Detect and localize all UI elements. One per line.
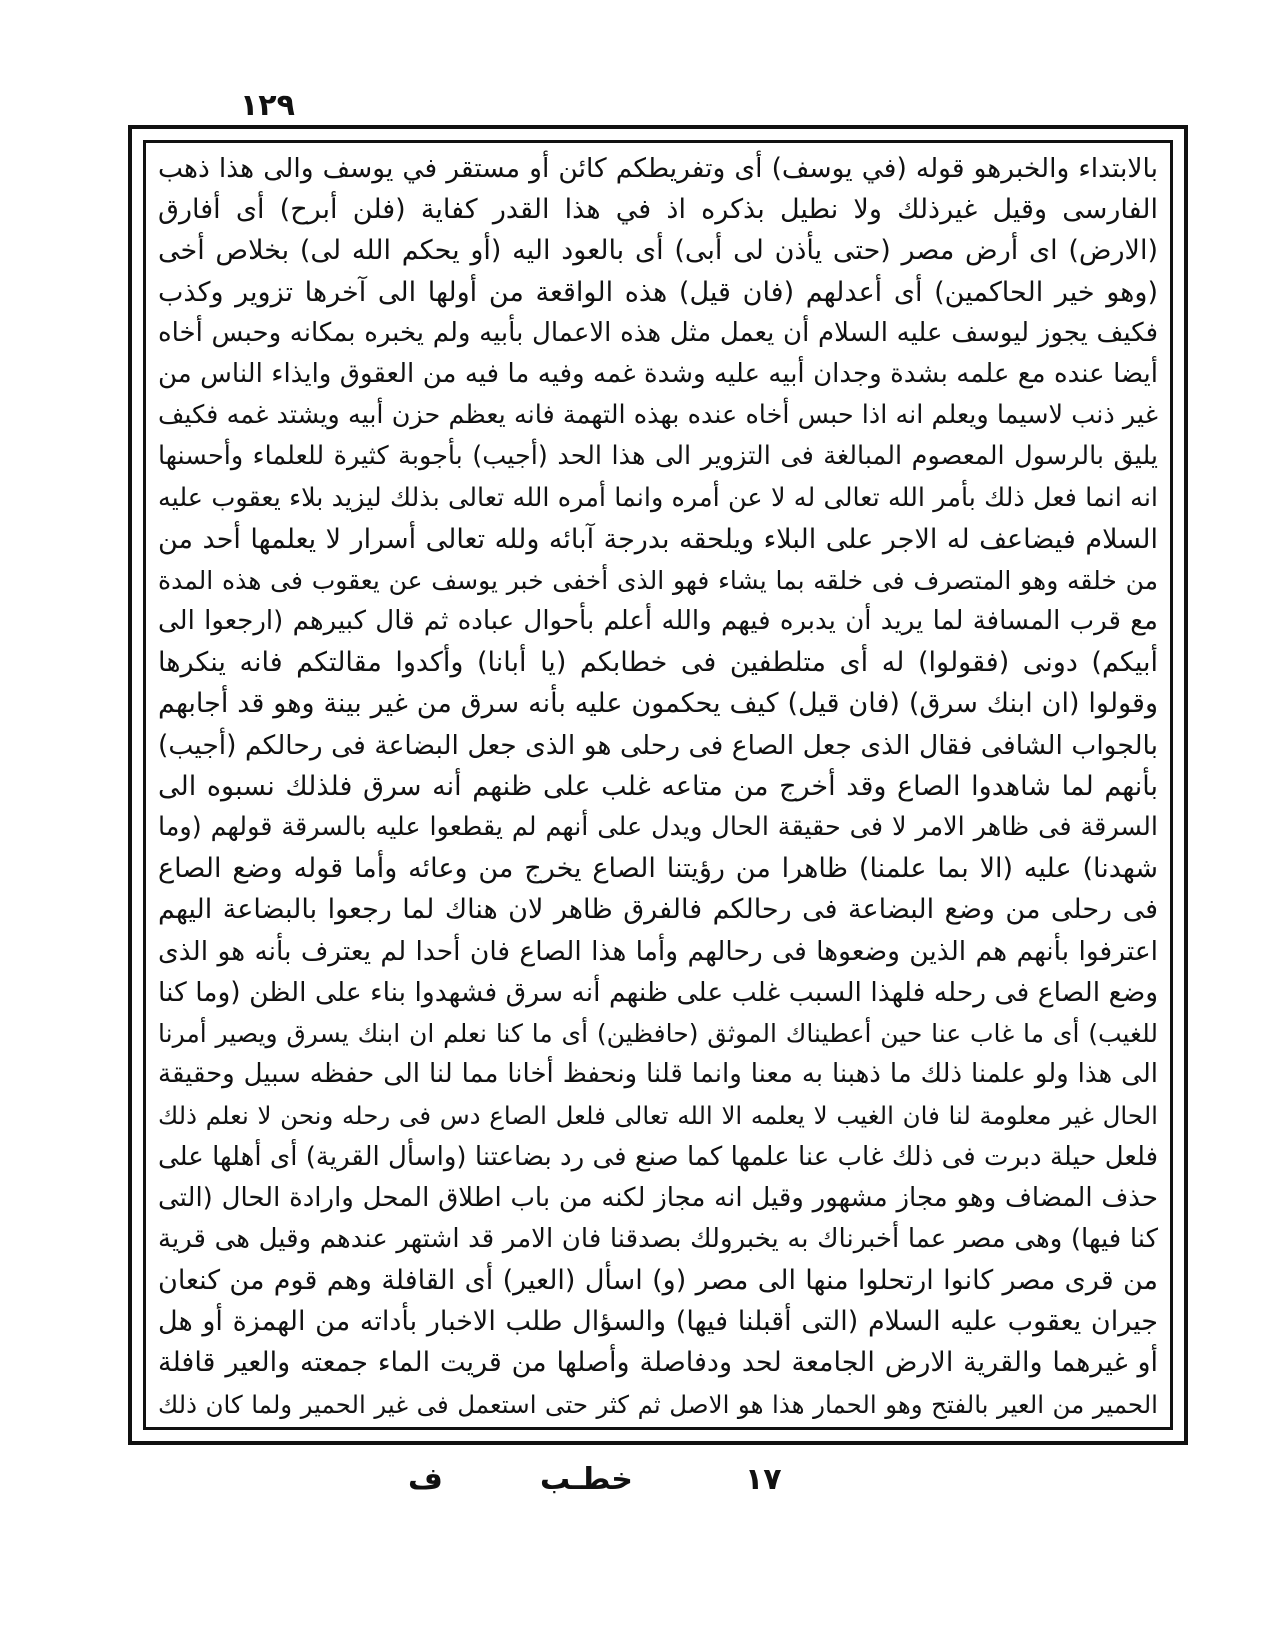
text-line: أيضا عنده مع علمه بشدة وجدان أبيه عليه وشدة غمه وفيه ما فيه من العقوق وايذاء الناس من: [158, 358, 1158, 389]
text-line: فى رحلى من وضع البضاعة فى رحالكم فالفرق ظاهر لان هناك لما رجعوا بالبضاعة اليهم: [158, 894, 1158, 926]
text-line: السلام فيضاعف له الاجر على البلاء ويلحقه بدرجة آبائه ولله تعالى أسرار لا يعلمها أحد من: [158, 523, 1158, 555]
text-line: حذف المضاف وهو مجاز مشهور وقيل انه مجاز لكنه من باب اطلاق المحل وارادة الحال (التى: [158, 1182, 1158, 1213]
text-line: كنا فيها) وهى مصر عما أخبرناك به يخبرولك بصدقنا فان الامر قد اشتهر عندهم وقيل هى قرية: [158, 1223, 1158, 1254]
text-line: يليق بالرسول المعصوم المبالغة فى التزوير الى هذا الحد (أجيب) بأجوبة كثيرة للعلماء وأحسنها: [158, 441, 1158, 472]
text-line: السرقة فى ظاهر الامر لا فى حقيقة الحال ويدل على أنهم لم يقطعوا عليه بالسرقة قولهم (وما: [158, 812, 1158, 842]
text-line: انه انما فعل ذلك بأمر الله تعالى له لا عن أمره وانما أمره الله تعالى بذلك ليزيد بلاء يعقوب عليه: [158, 482, 1158, 513]
text-line: فلعل حيلة دبرت فى ذلك غاب عنا علمها كما صنع فى رد بضاعتنا (واسأل القرية) أى أهلها على: [158, 1141, 1158, 1172]
text-line: بالجواب الشافى فقال الذى جعل الصاع فى رحلى هو الذى جعل البضاعة فى رحالكم (أجيب): [158, 729, 1158, 761]
page-footer: [0, 1462, 1275, 1512]
text-line: وقولوا (ان ابنك سرق) (فان قيل) كيف يحكمون عليه بأنه سرق من غير بينة وهو قد أجابهم: [158, 688, 1158, 720]
text-line: شهدنا) عليه (الا بما علمنا) ظاهرا من رؤيتنا الصاع يخرج من وعائه وأما قوله وضع الصاع: [158, 853, 1158, 885]
text-line: جيران يعقوب عليه السلام (التى أقبلنا فيها) والسؤال طلب الاخبار بأداته من الهمزة أو هل: [158, 1306, 1158, 1338]
text-line: غير ذنب لاسيما ويعلم انه اذا حبس أخاه عنده بهذه التهمة فانه يعظم حزن أبيه ويشتد غمه فكيف: [158, 400, 1158, 431]
signature-end: ف: [408, 1462, 443, 1497]
signature-text: خطـب: [540, 1462, 633, 1497]
text-line: أبيكم) دونى (فقولوا) له أى متلطفين فى خطابكم (يا أبانا) وأكدوا مقالتكم فانه ينكرها: [158, 647, 1158, 679]
text-line: بالابتداء والخبرهو قوله (في يوسف) أى وتفريطكم كائن أو مستقر في يوسف والى هذا ذهب: [158, 153, 1158, 184]
text-line: الحمير من العير بالفتح وهو الحمار هذا هو الاصل ثم كثر حتى استعمل فى غير الحمير ولما كان ذلك: [158, 1389, 1158, 1419]
text-line: (وهو خير الحاكمين) أى أعدلهم (فان قيل) هذه الواقعة من أولها الى آخرها تزوير وكذب: [158, 276, 1158, 308]
text-line: للغيب) أى ما غاب عنا حين أعطيناك الموثق (حافظين) أى ما كنا نعلم ان ابنك يسرق ويصير أمرنا: [158, 1018, 1158, 1048]
signature-number: ١٧: [745, 1462, 782, 1497]
text-line: فكيف يجوز ليوسف عليه السلام أن يعمل مثل هذه الاعمال بأبيه ولم يخبره بمكانه وحبس أخاه: [158, 317, 1158, 348]
text-line: أو غيرهما والقرية الارض الجامعة لحد ودفاصلة وأصلها من قريت الماء جمعته والعير قافلة: [158, 1347, 1158, 1379]
text-line: اعترفوا بأنهم هم الذين وضعوها فى رحالهم وأما هذا الصاع فان أحدا لم يعترف بأنه هو الذى: [158, 935, 1158, 967]
text-line: بأنهم لما شاهدوا الصاع وقد أخرج من متاعه غلب على ظنهم أنه سرق فلذلك نسبوه الى: [158, 770, 1158, 802]
text-line: الفارسى وقيل غيرذلك ولا نطيل بذكره اذ في هذا القدر كفاية (فلن أبرح) أى أفارق: [158, 194, 1158, 226]
text-line: الى هذا ولو علمنا ذلك ما ذهبنا به معنا وانما قلنا ونحفظ أخانا مما لنا الى حفظه سبيل وحقيقة: [158, 1059, 1158, 1090]
page-number: ١٢٩: [240, 88, 295, 123]
text-line: وضع الصاع فى رحله فلهذا السبب غلب على ظنهم أنه سرق فشهدوا بناء على الظن (وما كنا: [158, 976, 1158, 1008]
text-line: من قرى مصر كانوا ارتحلوا منها الى مصر (و) اسأل (العير) أى القافلة وهم قوم من كنعان: [158, 1265, 1158, 1297]
text-line: الحال غير معلومة لنا فان الغيب لا يعلمه الا الله تعالى فلعل الصاع دس فى رحله ونحن لا نعلم ذلك: [158, 1101, 1158, 1131]
text-line: مع قرب المسافة لما يريد أن يدبره فيهم والله أعلم بأحوال عباده ثم قال كبيرهم (ارجعوا الى: [158, 606, 1158, 637]
text-line: من خلقه وهو المتصرف فى خلقه بما يشاء فهو الذى أخفى خبر يوسف عن يعقوب فى هذه المدة: [158, 565, 1158, 595]
main-text-block: [158, 148, 1158, 1418]
text-line: (الارض) اى أرض مصر (حتى يأذن لى أبى) أى بالعود اليه (أو يحكم الله لى) بخلاص أخى: [158, 235, 1158, 267]
